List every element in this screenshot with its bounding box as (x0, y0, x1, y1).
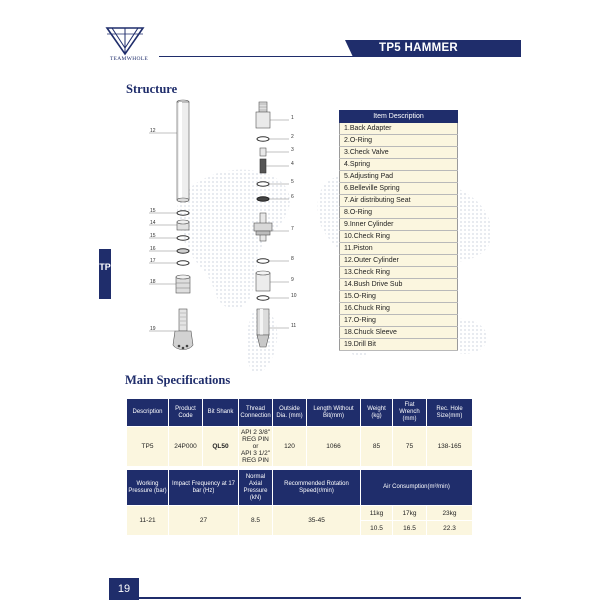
diamond-logo-icon (105, 26, 145, 56)
check-ring-part (257, 296, 269, 300)
leader-lines-left (149, 133, 177, 331)
item-description-cell: 9.Inner Cylinder (340, 219, 458, 231)
item-description-cell: 13.Check Ring (340, 267, 458, 279)
spec-cell: 11kg (361, 506, 393, 521)
spring-part (260, 159, 266, 173)
part-label: 14 (150, 220, 156, 226)
spec-col-header: Air Consumption(m³/min) (361, 470, 473, 506)
o-ring-part (177, 261, 189, 265)
part-label: 5 (291, 179, 294, 185)
spec-col-header: Bit Shank (203, 399, 239, 427)
spec-cell: 23kg (427, 506, 473, 521)
spec-cell: 11-21 (127, 506, 169, 536)
check-valve-part (260, 148, 266, 156)
spec-cell: 16.5 (393, 521, 427, 536)
item-row (340, 135, 458, 147)
part-label: 2 (291, 134, 294, 140)
spec-cell: 138-165 (427, 427, 473, 467)
item-description-table (339, 110, 458, 351)
part-label: 15 (150, 233, 156, 239)
specifications-table (126, 398, 473, 536)
o-ring-part (257, 137, 269, 141)
item-description-cell: 17.O-Ring (340, 315, 458, 327)
inner-cylinder-part (256, 271, 270, 291)
item-description-cell: 5.Adjusting Pad (340, 171, 458, 183)
item-description-cell: 18.Chuck Sleeve (340, 327, 458, 339)
side-tab (99, 249, 111, 299)
thread-line: or (252, 443, 259, 450)
thread-line: API 2 3/8" (240, 429, 271, 436)
part-label: 1 (291, 115, 294, 121)
item-row (340, 339, 458, 351)
item-description-rows (340, 123, 458, 351)
item-row (340, 315, 458, 327)
item-row (340, 219, 458, 231)
spec-col-header: Rec. Hole Size(mm) (427, 399, 473, 427)
structure-title: Structure (126, 82, 178, 96)
item-row (340, 255, 458, 267)
part-label: 17 (150, 258, 156, 264)
item-row (340, 243, 458, 255)
belleville-spring-part (257, 197, 269, 201)
item-row (340, 123, 458, 135)
spec-col-header: Flat Wrench (mm) (393, 399, 427, 427)
item-description-cell: 19.Drill Bit (340, 339, 458, 351)
chuck-sleeve-part (176, 275, 190, 293)
spec-col-header: Outside Dia. (mm) (273, 399, 307, 427)
item-row (340, 303, 458, 315)
item-description-cell: 8.O-Ring (340, 207, 458, 219)
spec-data-row-2a (127, 506, 473, 521)
thread-line: REG PIN (242, 436, 269, 443)
spec-col-header: Description (127, 399, 169, 427)
drill-bit-part (173, 309, 193, 350)
spec-cell: 10.5 (361, 521, 393, 536)
item-description-cell: 15.O-Ring (340, 291, 458, 303)
header-bar-notch (345, 40, 353, 57)
air-distributing-seat-part (254, 213, 272, 241)
page-title: TP5 HAMMER (379, 42, 459, 54)
spec-col-header: Impact Frequency at 17 bar (Hz) (169, 470, 239, 506)
item-row (340, 279, 458, 291)
footer-rule (139, 597, 521, 599)
spec-col-header: Working Pressure (bar) (127, 470, 169, 506)
part-label: 3 (291, 147, 294, 153)
catalog-page (99, 0, 521, 600)
specifications-title: Main Specifications (125, 373, 231, 387)
part-label: 4 (291, 161, 294, 167)
spec-cell: TP5 (127, 427, 169, 467)
part-label: 8 (291, 256, 294, 262)
spec-col-header: Thread Connection (239, 399, 273, 427)
adjusting-pad-part (257, 182, 269, 186)
thread-line: API 3 1/2" (240, 450, 271, 457)
item-row (340, 183, 458, 195)
part-number-labels-left (150, 128, 156, 332)
item-description-cell: 12.Outer Cylinder (340, 255, 458, 267)
part-label: 18 (150, 279, 156, 285)
spec-col-header: Product Code (169, 399, 203, 427)
bush-drive-sub-part (177, 220, 189, 230)
item-row (340, 267, 458, 279)
item-row (340, 147, 458, 159)
item-description-cell: 16.Chuck Ring (340, 303, 458, 315)
item-description-cell: 1.Back Adapter (340, 123, 458, 135)
spec-cell: 17kg (393, 506, 427, 521)
back-adapter-part (256, 102, 270, 128)
spec-cell: QL50 (203, 427, 239, 467)
item-description-cell: 10.Check Ring (340, 231, 458, 243)
item-description-cell: 7.Air distributing Seat (340, 195, 458, 207)
chuck-ring-part (177, 249, 189, 253)
spec-cell: 8.5 (239, 506, 273, 536)
spec-cell: 1066 (307, 427, 361, 467)
part-label: 6 (291, 194, 294, 200)
part-label: 12 (150, 128, 156, 134)
side-tab-label: TP (99, 262, 111, 272)
thread-line: REG PIN (242, 457, 269, 464)
item-description-header: Item Description (340, 111, 458, 123)
part-label: 19 (150, 326, 156, 332)
item-row (340, 291, 458, 303)
item-description-cell: 6.Belleville Spring (340, 183, 458, 195)
item-row (340, 207, 458, 219)
spec-header-row (127, 399, 473, 427)
spec-cell: 35-45 (273, 506, 361, 536)
brand-name: TEAMWHOLE (109, 56, 149, 62)
spec-col-header: Length Without Bit(mm) (307, 399, 361, 427)
item-row (340, 231, 458, 243)
o-ring-part (177, 236, 189, 240)
o-ring-part (257, 259, 269, 263)
o-ring-part (177, 211, 189, 215)
item-row (340, 159, 458, 171)
spec-cell-thread (239, 427, 273, 467)
part-number-labels-right (291, 115, 297, 329)
part-label: 11 (291, 323, 297, 329)
piston-part (257, 309, 269, 347)
spec-cell: 120 (273, 427, 307, 467)
spec-header-row-2 (127, 470, 473, 506)
item-description-cell: 4.Spring (340, 159, 458, 171)
item-row (340, 171, 458, 183)
spec-cell: 24P000 (169, 427, 203, 467)
spec-cell: 22.3 (427, 521, 473, 536)
spec-cell: 27 (169, 506, 239, 536)
part-label: 15 (150, 208, 156, 214)
page-number: 19 (109, 578, 139, 600)
parts-diagram (139, 95, 339, 365)
spec-col-header: Weight (kg) (361, 399, 393, 427)
item-description-cell: 14.Bush Drive Sub (340, 279, 458, 291)
part-label: 7 (291, 226, 294, 232)
spec-col-header: Recommended Rotation Speed(r/min) (273, 470, 361, 506)
item-description-cell: 2.O-Ring (340, 135, 458, 147)
spec-cell: 75 (393, 427, 427, 467)
item-row (340, 327, 458, 339)
item-row (340, 195, 458, 207)
spec-data-row (127, 427, 473, 467)
spec-cell: 85 (361, 427, 393, 467)
outer-cylinder-part (177, 100, 189, 202)
part-label: 9 (291, 277, 294, 283)
item-description-cell: 11.Piston (340, 243, 458, 255)
part-label: 10 (291, 293, 297, 299)
part-label: 16 (150, 246, 156, 252)
item-description-cell: 3.Check Valve (340, 147, 458, 159)
spec-col-header: Normal Axial Pressure (kN) (239, 470, 273, 506)
